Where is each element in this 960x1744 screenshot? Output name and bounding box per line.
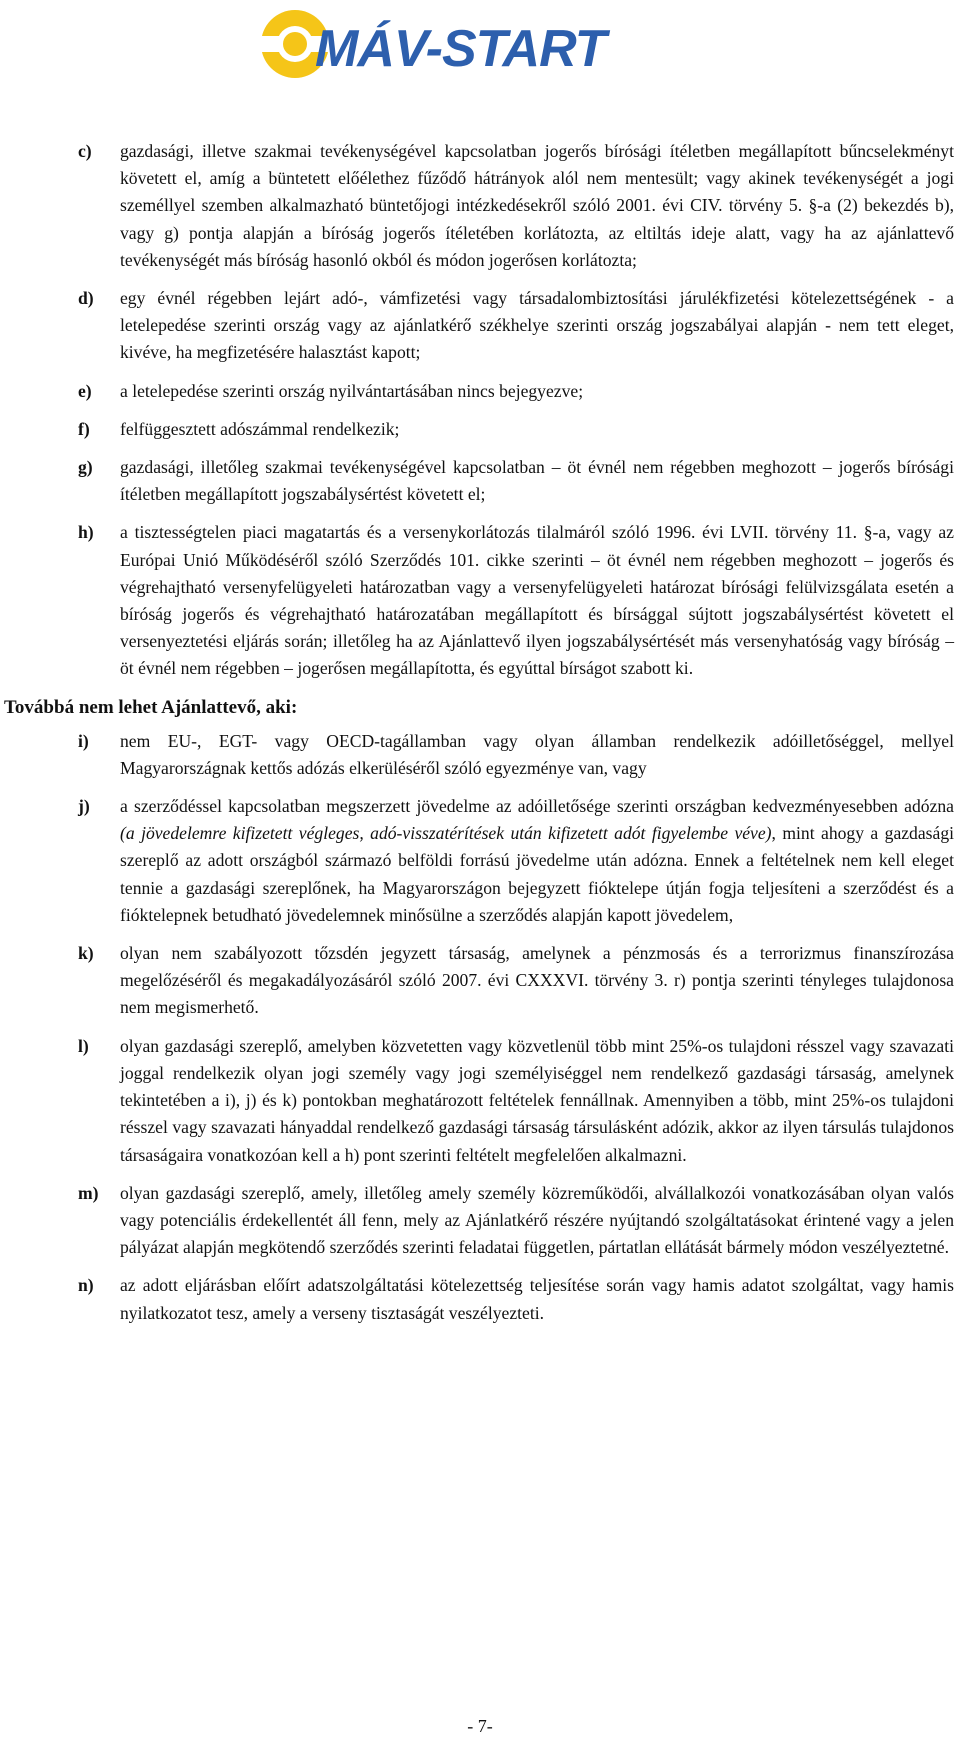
item-label: n) [78,1275,94,1296]
section-heading: Továbbá nem lehet Ajánlattevő, aki: [4,696,298,718]
list-item-k [0,940,960,1022]
page-number: - 7- [467,1716,493,1736]
item-label: i) [78,730,89,751]
item-text: olyan gazdasági szereplő, amely, illetőleg amely személy közreműködői, alvállalkozói vonatkozásában olyan valós vagy potenciális érdekellentét áll fenn, mely az Ajánlatkérő részére nyújtandó szolgáltatásokat érintené vagy a jelen pályázat alapján megkötendő szerződés szerinti feladatai független, pártatlan ellátását bármely módon veszélyeztetné. [120,1182,954,1258]
list-item-m [0,1180,960,1262]
mav-start-logo [255,6,665,86]
list-item-h [0,519,960,682]
list-item-c [0,138,960,274]
item-label: g) [78,457,93,478]
item-text: a tisztességtelen piaci magatartás és a versenykorlátozás tilalmáról szóló 1996. évi LVII. törvény 11. §-a, vagy az Európai Unió Működéséről szóló Szerződés 101. cikke szerinti – öt évnél nem régebben meghozott – jogerős és végrehajtható versenyfelügyeleti határozatban vagy a versenyfelügyeleti határozat bírósági felülvizsgálata esetén a bíróság jogerős és végrehajtható határozatában megállapított és bírsággal sújtott jogszabálysértést követett el versenyeztetési eljárás során; illetőleg ha az Ajánlattevő ilyen jogszabálysértését más versenyhatóság vagy bíróság – öt évnél nem régebben – jogerősen megállapította, és egyúttal bírságot szabott ki. [120,522,954,679]
item-label: l) [78,1035,89,1056]
item-text-before: a szerződéssel kapcsolatban megszerzett jövedelme az adóilletősége szerinti országban kedvezményesebben adózna [120,796,954,817]
item-text [120,793,954,929]
page-header [0,6,960,86]
list-item-f [0,416,960,443]
item-text: felfüggesztett adószámmal rendelkezik; [120,418,400,439]
list-item-e [0,378,960,405]
list-item-j [0,793,960,929]
item-text: az adott eljárásban előírt adatszolgáltatási kötelezettség teljesítése során vagy hamis adatot szolgáltat, vagy hamis nyilatkozatot tesz, amely a verseny tisztaságát veszélyezteti. [120,1275,954,1323]
item-label: f) [78,418,90,439]
item-label: j) [78,796,90,817]
list-item-l [0,1033,960,1169]
list-item-n [0,1272,960,1326]
list-item-i [0,728,960,782]
list-item-g [0,454,960,508]
item-label: d) [78,288,94,309]
document-body [0,138,960,1338]
item-label: k) [78,943,94,964]
list-item-d [0,285,960,367]
item-label: c) [78,141,92,161]
item-label: e) [78,380,92,401]
item-text: gazdasági, illetőleg szakmai tevékenységével kapcsolatban – öt évnél nem régebben meghozott – jogerős bírósági ítéletben megállapított jogszabálysértést követett el; [120,457,954,505]
item-text: olyan nem szabályozott tőzsdén jegyzett társaság, amelynek a pénzmosás és a terrorizmus finanszírozása megelőzéséről és megakadályozásáról szóló 2007. évi CXXXVI. törvény 3. r) pontja szerinti tényleges tulajdonosa nem megismerhető. [120,943,954,1018]
item-text-italic: (a jövedelemre kifizetett végleges, adó-visszatérítések után kifizetett adót figyelembe véve) [120,823,772,844]
item-text: egy évnél régebben lejárt adó-, vámfizetési vagy társadalombiztosítási járulékfizetési kötelezettségének - a letelepedése szerinti ország vagy az ajánlatkérő székhelye szerinti ország jogszabályai alapján - nem tett eleget, kivéve, ha megfizetésére halasztást kapott; [120,288,954,363]
item-text: a letelepedése szerinti ország nyilvántartásában nincs bejegyezve; [120,380,584,401]
item-text-after: , mint ahogy a gazdasági szereplő az adott országból származó belföldi forrású jövedelme után adózna. Ennek a feltételnek nem kell eleget tennie a gazdasági szereplőnek, ha Magyarországon bejegyzett fióktelepe útján fogja teljesíteni a szerződést és a fióktelepnek betudható jövedelemnek minősülne a szerződés alapján kapott jövedelem, [120,823,955,925]
logo-text: MÁV-START [315,20,606,78]
item-text: nem EU-, EGT- vagy OECD-tagállamban vagy olyan államban rendelkezik adóilletőséggel, mellyel Magyarországnak kettős adózás elkerüléséről szóló egyezménye van, vagy [120,730,954,778]
item-text: olyan gazdasági szereplő, amelyben közvetetten vagy közvetlenül több mint 25%-os tulajdoni résszel vagy szavazati joggal rendelkezik olyan jogi személy vagy jogi személyiséggel nem rendelkező gazdasági társaság, amelynek tekintetében a i), j) és k) pontokban meghatározott feltételek fennállnak. Amennyiben a több, mint 25%-os tulajdoni résszel vagy szavazati hányaddal rendelkező gazdasági társaság társulásként adózik, akkor az ilyen társulás tulajdonos társaságaira vonatkozóan kell a h) pont szerinti feltételt megfelelően alkalmazni. [120,1035,954,1165]
item-text: gazdasági, illetve szakmai tevékenységével kapcsolatban jogerős bírósági ítéletben megállapított bűncselekményt követett el, amíg a büntetett előélethez fűződő hátrányok alól nem mentesült; vagy akinek tevékenységét a jogi személlyel szemben alkalmazható büntetőjogi intézkedésekről szóló 2001. évi CIV. törvény 5. §-a (2) bekezdés b), vagy g) pontja alapján a bíróság jogerős ítéletében korlátozta, az eltiltás ideje alatt, vagy ha az ajánlattevő tevékenységét más bíróság hasonló okból és módon jogerősen korlátozta; [120,141,954,270]
item-label: m) [78,1182,99,1203]
item-label: h) [78,522,94,543]
